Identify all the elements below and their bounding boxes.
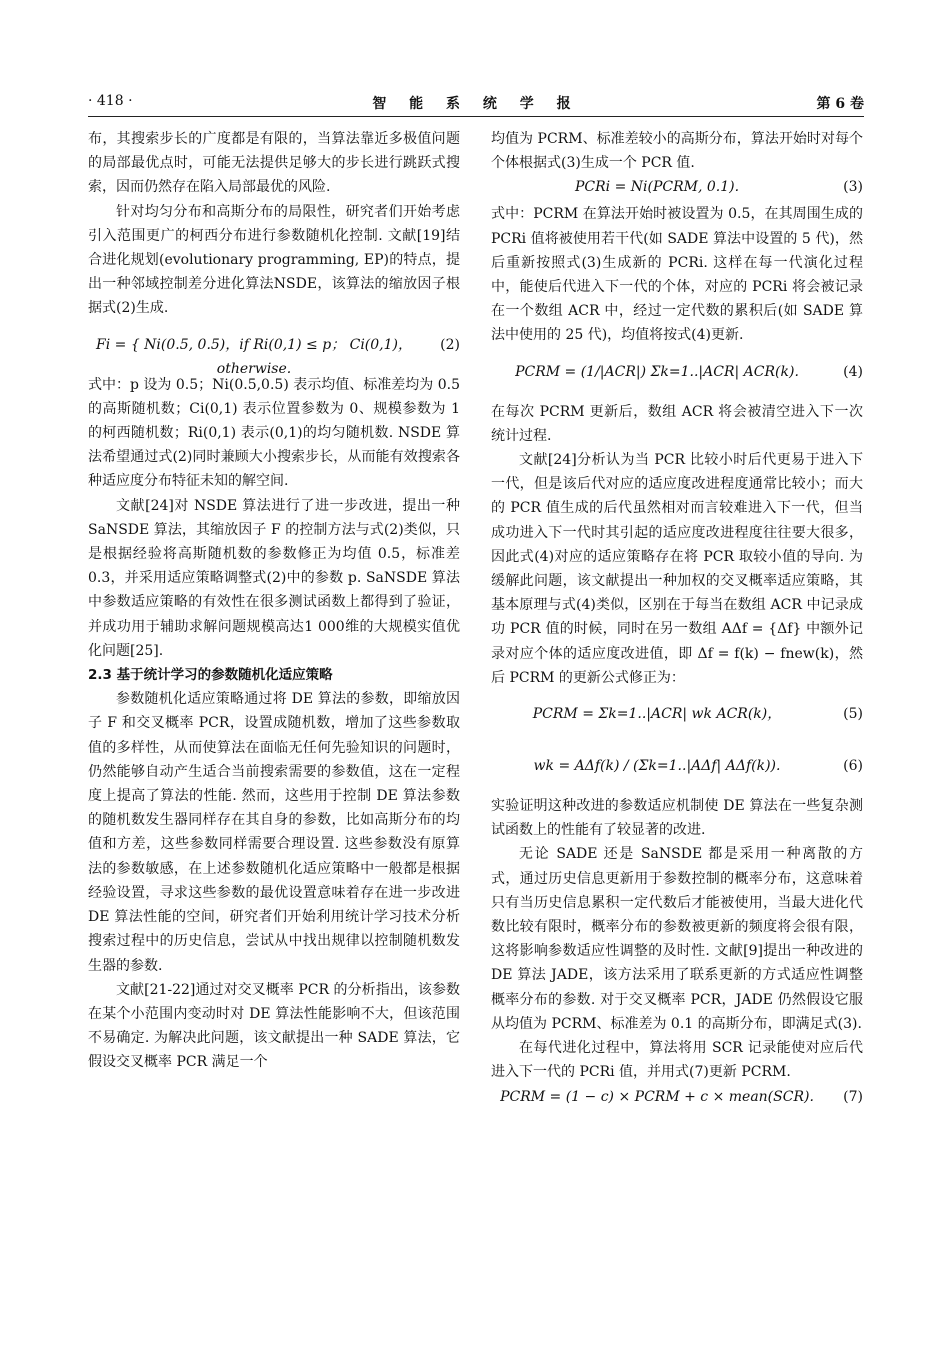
equation xyxy=(491,742,863,794)
equation-number: (7) xyxy=(843,1088,863,1105)
left-column xyxy=(88,127,460,1075)
right-column xyxy=(491,127,863,1112)
equation-number: (6) xyxy=(843,758,863,775)
equation-number: (3) xyxy=(843,179,863,196)
volume-label: 第 6 卷 xyxy=(816,96,864,112)
equation-body: PCRM = (1/|ACR|) Σk=1..|ACR| ACR(k). xyxy=(515,363,799,380)
equation xyxy=(491,690,863,742)
equation-body: PCRM = Σk=1..|ACR| wk ACR(k)， xyxy=(532,706,782,723)
equation xyxy=(491,348,863,400)
journal-title: 智 能 系 统 学 报 xyxy=(372,96,580,112)
running-header xyxy=(88,93,864,117)
equation-body: PCRi = Ni(PCRM, 0.1). xyxy=(574,179,740,196)
paragraph: 无论 SADE 还是 SaNSDE 都是采用一种离散的方式，通过历史信息更新用于参数控制的概率分布，这意味着只有当历史信息累积一定代数后才能被使用，当最大进化代数比较有限时，概率分布的参数被更新的频度将会很有限，这将影响参数适应性调整的及时性. 文献[9]提出一种改进的 DE 算法 JADE，该方法采用了联系更新的方式适应性调整概率分布的参数. 对于交叉概率 PCR，JADE 仍然假设它服从均值为 PCRM、标准差为 0.1 的高斯分布，即满足式(3). xyxy=(491,846,863,1032)
equation-number: (5) xyxy=(843,706,863,723)
paragraph: 参数随机化适应策略通过将 DE 算法的参数，即缩放因子 F 和交叉概率 PCR，设置成随机数，增加了这些参数取值的多样性，从而使算法在面临无任何先验知识的问题时，仍然能够自动产生适合当前搜索需要的参数值，这在一定程度上提高了算法的性能. 然而，这些用于控制 DE 算法参数的随机数发生器同样存在其自身的参数，比如高斯分布的均值和方差，这些参数同样需要合理设置. 这些参数没有原算法的参数敏感，在上述参数随机化适应策略中一般都是根据经验设置，寻求这些参数的最优设置意味着存在进一步改进 DE 算法性能的空间，研究者们开始利用统计学习技术分析搜索过程中的历史信息，尝试从中找出规律以控制随机数发生器的参数. xyxy=(88,691,460,974)
paragraph: 文献[24]分析认为当 PCR 比较小时后代更易于进入下一代，但是该后代对应的适应度改进程度通常比较小；而大的 PCR 值生成的后代虽然相对而言较难进入下一代，但当成功进入下一代时其引起的适应度改进程度往往要大很多，因此式(4)对应的适应策略存在将 PCR 取较小值的导向. 为缓解此问题，该文献提出一种加权的交叉概率适应策略，其基本原理与式(4)类似，区别在于每当在数组 ACR 中记录成功 PCR 值的时候，同时在另一数组 AΔf = {Δf} 中额外记录对应个体的适应度改进值，即 Δf = f(k) − fnew(k)，然后 PCRM 的更新公式修正为： xyxy=(491,452,863,686)
equation-body: Fi = { Ni(0.5, 0.5)，if Ri(0,1) ≤ p； Ci(0,1)， otherwise. xyxy=(96,336,412,377)
equation-number: (2) xyxy=(440,336,460,353)
equation xyxy=(88,321,460,377)
paragraph: 实验证明这种改进的参数适应机制使 DE 算法在一些复杂测试函数上的性能有了较显著的改进. xyxy=(491,798,863,839)
paragraph: 在每代进化过程中，算法将用 SCR 记录能使对应后代进入下一代的 PCRi 值，并用式(7)更新 PCRM. xyxy=(491,1040,863,1081)
equation-body: PCRM = (1 − c) × PCRM + c × mean(SCR). xyxy=(500,1088,814,1105)
paragraph: 文献[21-22]通过对交叉概率 PCR 的分析指出，该参数在某个小范围内变动时对 DE 算法性能影响不大，但该范围不易确定. 为解决此问题，该文献提出一种 SADE 算法，它假设交叉概率 PCR 满足一个 xyxy=(88,981,460,1071)
paragraph: 在每次 PCRM 更新后，数组 ACR 将会被清空进入下一次统计过程. xyxy=(491,403,863,444)
equation-number: (4) xyxy=(843,363,863,380)
header-rule xyxy=(88,116,864,117)
paragraph: 均值为 PCRM、标准差较小的高斯分布，算法开始时对每个个体根据式(3)生成一个 PCR 值. xyxy=(491,131,863,172)
paragraph: 式中：PCRM 在算法开始时被设置为 0.5，在其周围生成的 PCRi 值将被使用若干代(如 SADE 算法中设置的 5 代)，然后重新按照式(3)生成新的 PCRi. 这样在每一代演化过程中，能使后代进入下一代的个体，对应的 PCRi 将会被记录在一个数组 ACR 中，经过一定代数的累积后(如 SADE 算法中使用的 25 代)，均值将按式(4)更新. xyxy=(491,206,863,344)
equation-body: wk = AΔf(k) / (Σk=1..|AΔf| AΔf(k)). xyxy=(533,758,781,775)
paragraph: 针对均匀分布和高斯分布的局限性，研究者们开始考虑引入范围更广的柯西分布进行参数随机化控制. 文献[19]结合进化规划(evolutionary programming, EP)的特点，提出一种邻域控制差分进化算法NSDE，该算法的缩放因子根据式(2)生成. xyxy=(88,203,460,317)
page-number: · 418 · xyxy=(88,93,133,109)
paragraph: 布，其搜索步长的广度都是有限的，当算法靠近多极值问题的局部最优点时，可能无法提供足够大的步长进行跳跃式搜索，因而仍然存在陷入局部最优的风险. xyxy=(88,131,460,196)
section-heading: 2.3 基于统计学习的参数随机化适应策略 xyxy=(88,667,333,684)
equation xyxy=(491,175,863,202)
equation xyxy=(491,1085,863,1112)
paragraph: 式中：p 设为 0.5；Ni(0.5,0.5) 表示均值、标准差均为 0.5 的高斯随机数；Ci(0,1) 表示位置参数为 0、规模参数为 1 的柯西随机数；Ri(0,1) 表示(0,1)的均匀随机数. NSDE 算法希望通过式(2)同时兼顾大小搜索步长，从而能有效搜索各种适应度分布特征未知的解空间. xyxy=(88,376,460,490)
paragraph: 文献[24]对 NSDE 算法进行了进一步改进，提出一种 SaNSDE 算法，其缩放因子 F 的控制方法与式(2)类似，只是根据经验将高斯随机数的参数修正为均值 0.5，标准差 0.3，并采用适应策略调整式(2)中的参数 p. SaNSDE 算法中参数适应策略的有效性在很多测试函数上都得到了验证，并成功用于辅助求解问题规模高达1 000维的大规模实值优化问题[25]. xyxy=(88,497,460,659)
